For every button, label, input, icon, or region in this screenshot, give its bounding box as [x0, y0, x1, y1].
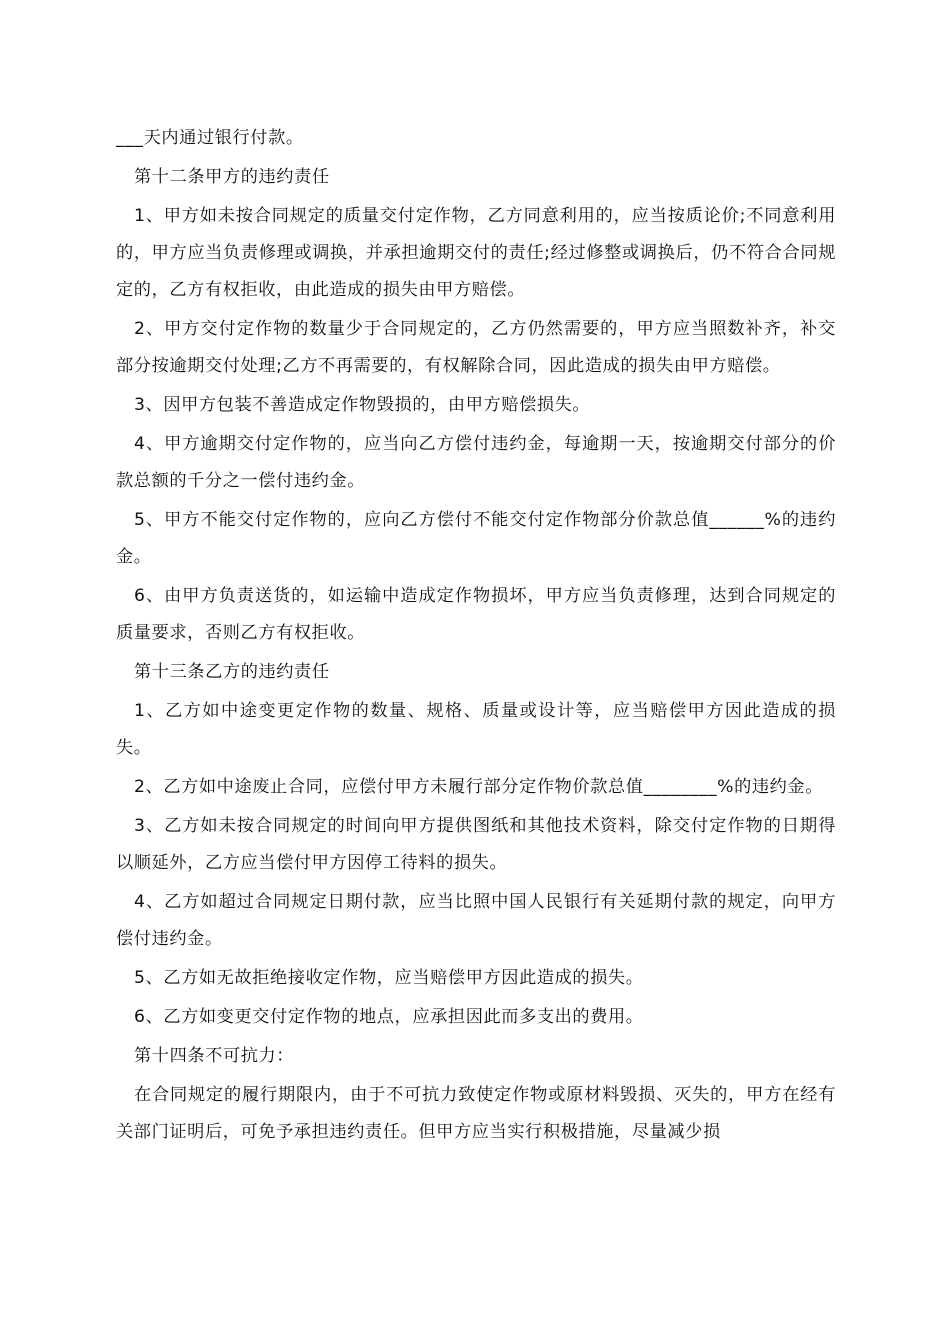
- article-12-clause-4: 4、甲方逾期交付定作物的，应当向乙方偿付违约金，每逾期一天，按逾期交付部分的价款总额的千分之一偿付违约金。: [116, 434, 836, 491]
- article-12-clause-1: 1、甲方如未按合同规定的质量交付定作物，乙方同意利用的，应当按质论价;不同意利用的，甲方应当负责修理或调换，并承担逾期交付的责任;经过修整或调换后，仍不符合合同规定的，乙方有权拒收，由此造成的损失由甲方赔偿。: [116, 206, 836, 300]
- article-13-clause-5: 5、乙方如无故拒绝接收定作物，应当赔偿甲方因此造成的损失。: [134, 968, 644, 988]
- article-12-clause-2: 2、甲方交付定作物的数量少于合同规定的，乙方仍然需要的，甲方应当照数补齐，补交部分按逾期交付处理;乙方不再需要的，有权解除合同，因此造成的损失由甲方赔偿。: [116, 319, 836, 376]
- article-13-heading: 第十三条乙方的违约责任: [134, 662, 330, 682]
- article-12-clause-3: 3、因甲方包装不善造成定作物毁损的，由甲方赔偿损失。: [134, 395, 591, 415]
- article-12-clause-6: 6、由甲方负责送货的，如运输中造成定作物损坏，甲方应当负责修理，达到合同规定的质量要求，否则乙方有权拒收。: [116, 586, 836, 643]
- article-13-clause-6: 6、乙方如变更交付定作物的地点，应承担因此而多支出的费用。: [134, 1007, 644, 1027]
- paragraph-payment-term: ___天内通过银行付款。: [116, 128, 304, 148]
- article-13-clause-2: 2、乙方如中途废止合同，应偿付甲方未履行部分定作物价款总值________%的违约金。: [134, 777, 824, 797]
- document-body: [116, 120, 836, 1153]
- article-13-clause-3: 3、乙方如未按合同规定的时间向甲方提供图纸和其他技术资料，除交付定作物的日期得以顺延外，乙方应当偿付甲方因停工待料的损失。: [116, 816, 836, 873]
- article-13-clause-1: 1、乙方如中途变更定作物的数量、规格、质量或设计等，应当赔偿甲方因此造成的损失。: [116, 701, 836, 758]
- article-14-body: 在合同规定的履行期限内，由于不可抗力致使定作物或原材料毁损、灭失的，甲方在经有关部门证明后，可免予承担违约责任。但甲方应当实行积极措施，尽量减少损: [116, 1085, 836, 1142]
- article-13-clause-4: 4、乙方如超过合同规定日期付款，应当比照中国人民银行有关延期付款的规定，向甲方偿付违约金。: [116, 892, 836, 949]
- article-14-heading: 第十四条不可抗力：: [134, 1046, 295, 1066]
- article-12-clause-5: 5、甲方不能交付定作物的，应向乙方偿付不能交付定作物部分价款总值______%的违约金。: [116, 510, 836, 567]
- article-12-heading: 第十二条甲方的违约责任: [134, 167, 330, 187]
